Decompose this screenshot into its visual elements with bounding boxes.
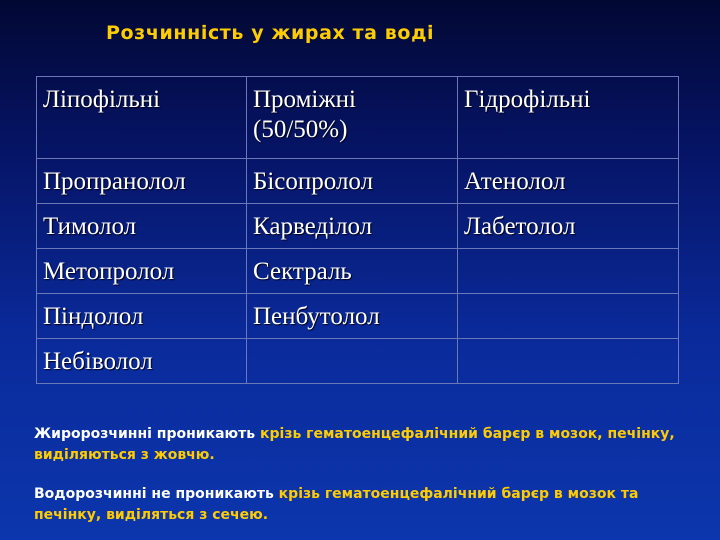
note-highlight: крізь гематоенцефалічний барєр в мозок та печінку, виділяться з сечею. — [34, 486, 639, 523]
table-cell: Бісопролол — [247, 159, 458, 204]
table-row — [37, 339, 679, 384]
slide-title: Розчинність у жирах та воді — [106, 22, 435, 44]
table-cell: Лабетолол — [458, 204, 679, 249]
solubility-table — [36, 76, 679, 384]
table-row — [37, 294, 679, 339]
table-cell — [458, 294, 679, 339]
table-cell: Пропранолол — [37, 159, 247, 204]
table-cell: Небіволол — [37, 339, 247, 384]
table-row — [37, 249, 679, 294]
table-cell: Метопролол — [37, 249, 247, 294]
table-cell: Сектраль — [247, 249, 458, 294]
table-cell — [247, 339, 458, 384]
table-header-row — [37, 77, 679, 159]
note-lead: Водорозчинні не проникають — [34, 486, 274, 502]
header-cell-lipophilic: Ліпофільні — [37, 77, 247, 159]
note-lead: Жиророзчинні проникають — [34, 426, 256, 442]
table-cell: Піндолол — [37, 294, 247, 339]
header-cell-intermediate: Проміжні (50/50%) — [247, 77, 458, 159]
table-cell — [458, 249, 679, 294]
note-highlight: крізь гематоенцефалічний барєр в мозок, печінку, виділяються з жовчю. — [34, 426, 675, 463]
table-cell: Тимолол — [37, 204, 247, 249]
table-row — [37, 204, 679, 249]
note-hydrophilic — [34, 484, 694, 526]
table-cell: Пенбутолол — [247, 294, 458, 339]
table-row — [37, 159, 679, 204]
header-cell-hydrophilic: Гідрофільні — [458, 77, 679, 159]
table-cell: Карведілол — [247, 204, 458, 249]
note-lipophilic — [34, 424, 694, 466]
table-cell — [458, 339, 679, 384]
table-cell: Атенолол — [458, 159, 679, 204]
